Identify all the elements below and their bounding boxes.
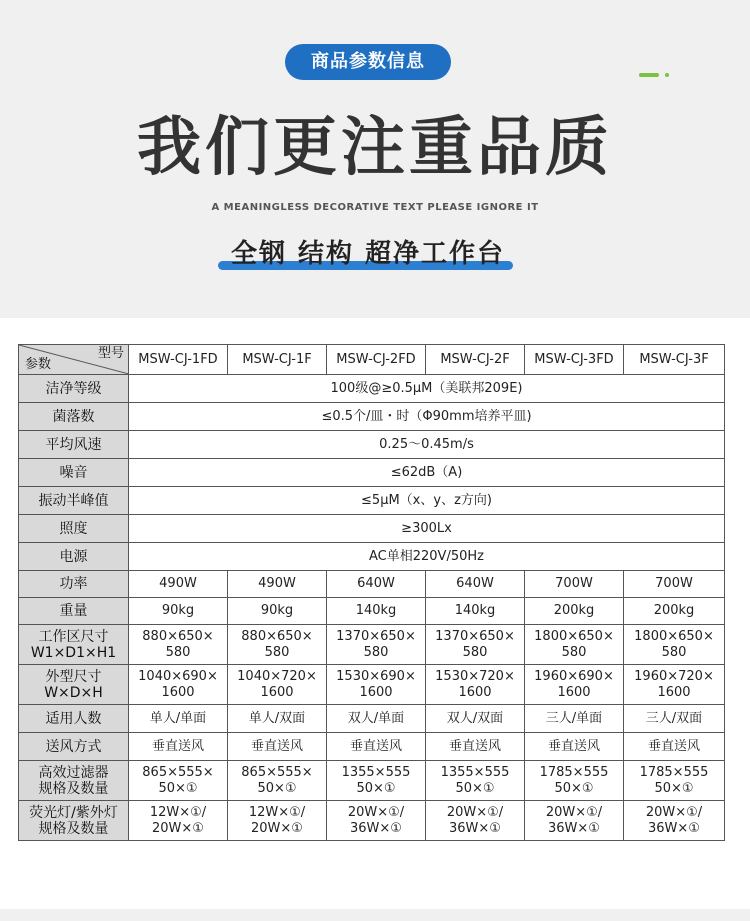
corner-bottom-label: 参数: [25, 357, 52, 372]
work-size-cell: [129, 625, 228, 665]
line: 50×①: [257, 780, 297, 796]
footer-strip: [0, 909, 750, 921]
table-row: [19, 487, 725, 515]
spec-table-area: [0, 318, 750, 909]
power-cell: 700W: [525, 571, 624, 598]
outer-size-cell: [129, 665, 228, 705]
row-label: [19, 761, 129, 801]
airflow-cell: 垂直送风: [426, 733, 525, 761]
merged-value: ≥300Lx: [129, 515, 725, 543]
spec-table: [18, 344, 725, 841]
line: 1355×555: [440, 764, 510, 780]
line: 1600: [657, 684, 691, 700]
weight-cell: 200kg: [624, 598, 725, 625]
line: 12W×①/: [248, 804, 306, 820]
line: 20W×①: [251, 820, 303, 836]
work-size-cell: [624, 625, 725, 665]
corner-top-label: 型号: [97, 346, 124, 361]
line: 865×555×: [142, 764, 214, 780]
line: 1040×720×: [237, 668, 317, 684]
weight-cell: 200kg: [525, 598, 624, 625]
subtitle-block: [218, 234, 518, 278]
line: 1600: [260, 684, 294, 700]
airflow-cell: 垂直送风: [228, 733, 327, 761]
work-size-cell: [426, 625, 525, 665]
model-header: MSW-CJ-3F: [624, 345, 725, 375]
line: 580: [462, 644, 488, 660]
model-header: MSW-CJ-3FD: [525, 345, 624, 375]
row-label: 平均风速: [19, 431, 129, 459]
weight-cell: 90kg: [228, 598, 327, 625]
line: 12W×①/: [149, 804, 207, 820]
merged-value: ≤0.5个/皿・时（Φ90mm培养平皿): [129, 403, 725, 431]
header-section: [0, 0, 750, 318]
line: 50×①: [455, 780, 495, 796]
line: 1800×650×: [534, 628, 614, 644]
row-label-line: 规格及数量: [38, 820, 109, 837]
persons-cell: 单人/双面: [228, 705, 327, 733]
persons-cell: 双人/双面: [426, 705, 525, 733]
lamp-cell: [426, 801, 525, 841]
row-label: [19, 625, 129, 665]
line: 1530×690×: [336, 668, 416, 684]
lamp-cell: [624, 801, 725, 841]
line: 1530×720×: [435, 668, 515, 684]
persons-cell: 双人/单面: [327, 705, 426, 733]
outer-size-cell: [327, 665, 426, 705]
table-row: [19, 543, 725, 571]
table-row: [19, 375, 725, 403]
line: 880×650×: [142, 628, 214, 644]
line: 1040×690×: [138, 668, 218, 684]
table-row: [19, 515, 725, 543]
line: 1785×555: [539, 764, 609, 780]
outer-size-cell: [426, 665, 525, 705]
outer-size-cell: [228, 665, 327, 705]
filter-cell: [624, 761, 725, 801]
persons-cell: 单人/单面: [129, 705, 228, 733]
row-label: [19, 801, 129, 841]
airflow-cell: 垂直送风: [525, 733, 624, 761]
line: 580: [561, 644, 587, 660]
line: 1960×720×: [634, 668, 714, 684]
persons-cell: 三人/单面: [525, 705, 624, 733]
airflow-cell: 垂直送风: [327, 733, 426, 761]
merged-value: ≤5μM（x、y、z方向): [129, 487, 725, 515]
line: 50×①: [654, 780, 694, 796]
line: 1600: [458, 684, 492, 700]
line: 1355×555: [341, 764, 411, 780]
row-label: 照度: [19, 515, 129, 543]
line: 1370×650×: [336, 628, 416, 644]
table-row: [19, 761, 725, 801]
decorative-caption: A MEANINGLESS DECORATIVE TEXT PLEASE IGNORE IT: [211, 202, 539, 213]
airflow-cell: 垂直送风: [129, 733, 228, 761]
weight-cell: 90kg: [129, 598, 228, 625]
lamp-cell: [525, 801, 624, 841]
filter-cell: [228, 761, 327, 801]
table-row: [19, 625, 725, 665]
lamp-cell: [228, 801, 327, 841]
table-row: [19, 705, 725, 733]
model-header: MSW-CJ-1FD: [129, 345, 228, 375]
row-label-line: 荧光灯/紫外灯: [29, 804, 118, 821]
table-row: [19, 665, 725, 705]
power-cell: 700W: [624, 571, 725, 598]
filter-cell: [426, 761, 525, 801]
line: 580: [165, 644, 191, 660]
model-header: MSW-CJ-1F: [228, 345, 327, 375]
line: 20W×①/: [446, 804, 504, 820]
line: 20W×①/: [347, 804, 405, 820]
section-pill: 商品参数信息: [285, 44, 451, 80]
merged-value: ≤62dB（A): [129, 459, 725, 487]
row-label: 洁净等级: [19, 375, 129, 403]
line: 36W×①: [449, 820, 501, 836]
row-label: 菌落数: [19, 403, 129, 431]
line: 1600: [359, 684, 393, 700]
row-label-line: 规格及数量: [38, 780, 109, 797]
row-label-line: 外型尺寸: [45, 668, 102, 685]
line: 580: [264, 644, 290, 660]
table-row: [19, 571, 725, 598]
work-size-cell: [525, 625, 624, 665]
line: 50×①: [554, 780, 594, 796]
table-row: [19, 403, 725, 431]
filter-cell: [327, 761, 426, 801]
row-label-line: 高效过滤器: [38, 764, 109, 781]
line: 1785×555: [639, 764, 709, 780]
table-row: [19, 801, 725, 841]
power-cell: 640W: [327, 571, 426, 598]
line: 36W×①: [648, 820, 700, 836]
row-label: 功率: [19, 571, 129, 598]
weight-cell: 140kg: [426, 598, 525, 625]
line: 580: [661, 644, 687, 660]
line: 20W×①/: [545, 804, 603, 820]
outer-size-cell: [525, 665, 624, 705]
work-size-cell: [327, 625, 426, 665]
weight-cell: 140kg: [327, 598, 426, 625]
table-row: [19, 598, 725, 625]
page-title: 我们更注重品质: [137, 111, 613, 185]
line: 580: [363, 644, 389, 660]
table-row: [19, 459, 725, 487]
line: 36W×①: [548, 820, 600, 836]
line: 1800×650×: [634, 628, 714, 644]
merged-value: 100级@≥0.5μM（美联邦209E): [129, 375, 725, 403]
table-header-row: [19, 345, 725, 375]
row-label: 适用人数: [19, 705, 129, 733]
airflow-cell: 垂直送风: [624, 733, 725, 761]
line: 1600: [557, 684, 591, 700]
line: 50×①: [356, 780, 396, 796]
subtitle: 全钢 结构 超净工作台: [230, 239, 506, 269]
merged-value: 0.25～0.45m/s: [129, 431, 725, 459]
row-label-line: W1×D1×H1: [30, 644, 117, 661]
outer-size-cell: [624, 665, 725, 705]
row-label: 重量: [19, 598, 129, 625]
lamp-cell: [327, 801, 426, 841]
persons-cell: 三人/双面: [624, 705, 725, 733]
line: 1370×650×: [435, 628, 515, 644]
filter-cell: [525, 761, 624, 801]
line: 1960×690×: [534, 668, 614, 684]
corner-cell: [19, 345, 129, 375]
line: 50×①: [158, 780, 198, 796]
model-header: MSW-CJ-2F: [426, 345, 525, 375]
lamp-cell: [129, 801, 228, 841]
work-size-cell: [228, 625, 327, 665]
row-label: [19, 665, 129, 705]
row-label: 振动半峰值: [19, 487, 129, 515]
model-header: MSW-CJ-2FD: [327, 345, 426, 375]
line: 1600: [161, 684, 195, 700]
line: 880×650×: [241, 628, 313, 644]
filter-cell: [129, 761, 228, 801]
line: 865×555×: [241, 764, 313, 780]
decorative-mark-icon: [639, 73, 679, 79]
line: 20W×①: [152, 820, 204, 836]
row-label-line: W×D×H: [44, 684, 103, 701]
row-label: 送风方式: [19, 733, 129, 761]
line: 36W×①: [350, 820, 402, 836]
line: 20W×①/: [645, 804, 703, 820]
power-cell: 490W: [228, 571, 327, 598]
power-cell: 490W: [129, 571, 228, 598]
merged-value: AC单相220V/50Hz: [129, 543, 725, 571]
table-row: [19, 431, 725, 459]
row-label: 电源: [19, 543, 129, 571]
power-cell: 640W: [426, 571, 525, 598]
table-row: [19, 733, 725, 761]
row-label-line: 工作区尺寸: [38, 628, 109, 645]
row-label: 噪音: [19, 459, 129, 487]
